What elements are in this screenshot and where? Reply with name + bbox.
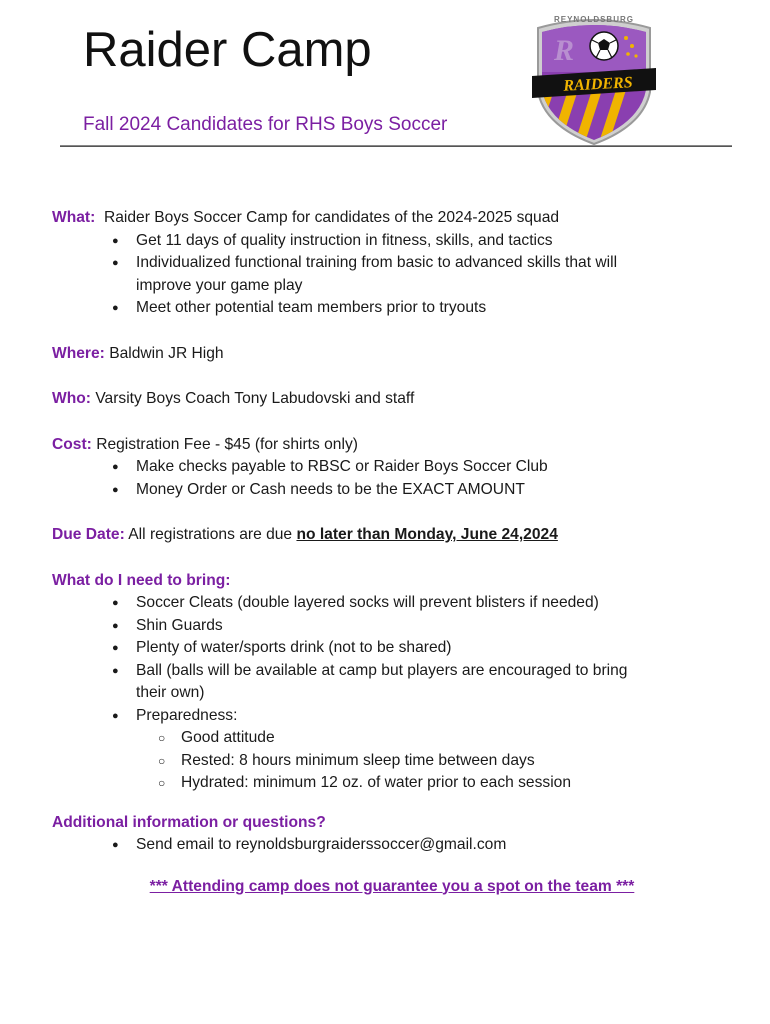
list-item: ● Make checks payable to RBSC or Raider Boys Soccer Club bbox=[52, 456, 732, 479]
header-divider bbox=[60, 145, 732, 147]
who-line bbox=[52, 388, 732, 411]
sub-list-item: ○ Hydrated: minimum 12 oz. of water prior to each session bbox=[136, 772, 732, 795]
list-item bbox=[52, 705, 732, 795]
raiders-logo bbox=[528, 10, 660, 145]
list-item: ● Individualized functional training from basic to advanced skills that will improve your game play bbox=[52, 252, 732, 297]
preparedness-label: Preparedness: bbox=[136, 706, 238, 724]
list-item: ● Money Order or Cash needs to be the EXACT AMOUNT bbox=[52, 479, 732, 502]
cost-label: Cost: bbox=[52, 435, 92, 453]
logo-top-text: REYNOLDSBURG bbox=[553, 15, 635, 24]
cost-bullets bbox=[52, 456, 732, 501]
logo-banner-text: RAIDERS bbox=[562, 74, 634, 95]
info-line bbox=[52, 812, 732, 835]
cost-text: Registration Fee - $45 (for shirts only) bbox=[96, 435, 358, 453]
sub-list-item: ○ Good attitude bbox=[136, 727, 732, 750]
what-text: Raider Boys Soccer Camp for candidates of the 2024-2025 squad bbox=[103, 209, 560, 226]
info-label: Additional information or questions? bbox=[52, 813, 326, 831]
cost-line bbox=[52, 434, 732, 457]
bring-label: What do I need to bring: bbox=[52, 571, 231, 589]
bring-line bbox=[52, 570, 732, 593]
due-date-text: All registrations are due bbox=[128, 526, 293, 543]
list-item: ● Shin Guards bbox=[52, 615, 732, 638]
page-title: Raider Camp bbox=[83, 23, 372, 77]
where-line bbox=[52, 343, 732, 366]
who-text: Varsity Boys Coach Tony Labudovski and staff bbox=[95, 390, 415, 407]
info-bullets bbox=[52, 834, 732, 857]
due-date-label: Due Date: bbox=[52, 526, 125, 543]
what-bullets bbox=[52, 230, 732, 320]
list-item: ● Plenty of water/sports drink (not to be shared) bbox=[52, 637, 732, 660]
camp-details bbox=[52, 207, 732, 898]
list-item: ● Get 11 days of quality instruction in fitness, skills, and tactics bbox=[52, 230, 732, 253]
list-item: ● Send email to reynoldsburgraiderssoccer@gmail.com bbox=[52, 834, 732, 857]
logo-letter: R bbox=[553, 34, 575, 67]
preparedness-sub-bullets bbox=[136, 727, 732, 795]
who-label: Who: bbox=[52, 390, 91, 407]
sub-list-item: ○ Rested: 8 hours minimum sleep time between days bbox=[136, 750, 732, 773]
list-item: ● Meet other potential team members prior to tryouts bbox=[52, 297, 732, 320]
disclaimer: *** Attending camp does not guarantee you a spot on the team *** bbox=[149, 877, 635, 895]
soccer-ball-icon bbox=[590, 32, 618, 60]
where-text: Baldwin JR High bbox=[109, 344, 224, 362]
due-date-line bbox=[52, 524, 732, 547]
page-subtitle: Fall 2024 Candidates for RHS Boys Soccer bbox=[83, 114, 448, 135]
list-item: ● Ball (balls will be available at camp but players are encouraged to bring their own) bbox=[52, 660, 732, 705]
due-date-deadline: no later than Monday, June 24,2024 bbox=[296, 526, 558, 543]
what-label: What: bbox=[52, 209, 96, 226]
bring-bullets bbox=[52, 592, 732, 795]
what-line bbox=[52, 207, 732, 230]
where-label: Where: bbox=[52, 344, 105, 362]
list-item: ● Soccer Cleats (double layered socks will prevent blisters if needed) bbox=[52, 592, 732, 615]
